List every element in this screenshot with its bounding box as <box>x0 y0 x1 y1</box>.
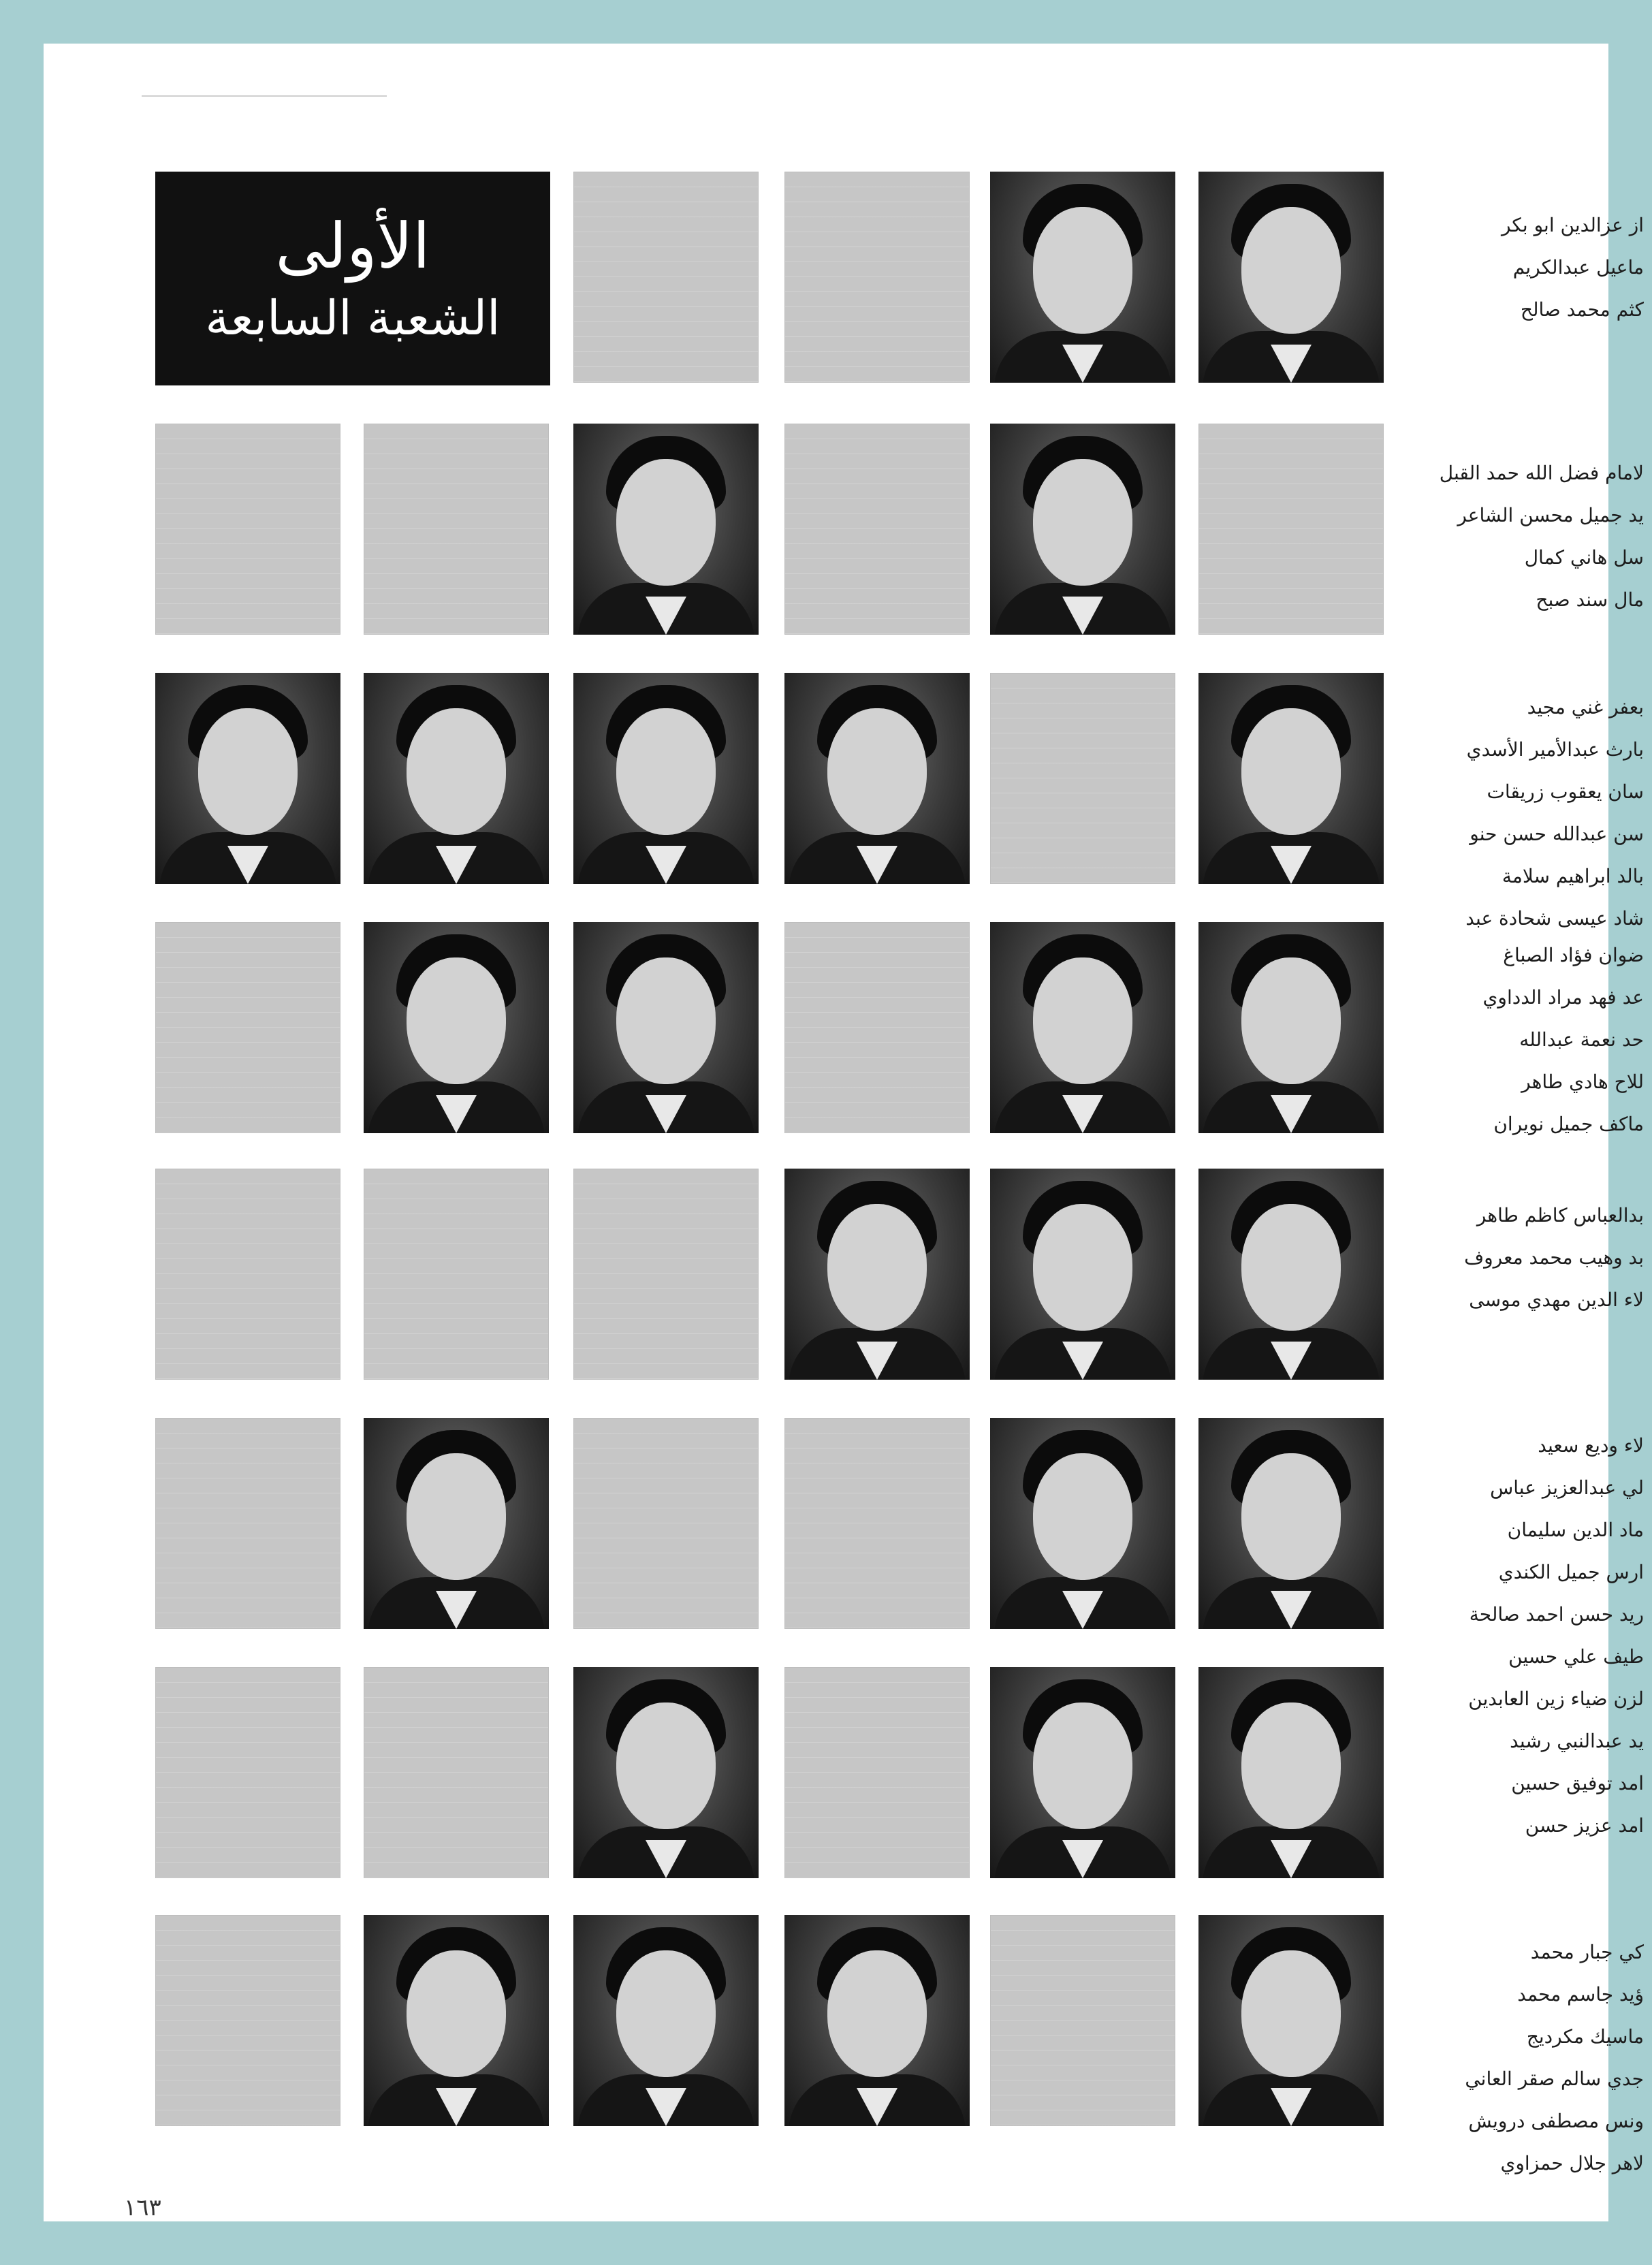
portrait-face <box>1033 207 1132 334</box>
portrait-face <box>827 1204 927 1331</box>
student-name: عد فهد مراد الدداوي <box>1482 986 1644 1009</box>
student-name: لي عبدالعزيز عباس <box>1490 1476 1644 1499</box>
student-name: ريد حسن احمد صالحة <box>1469 1603 1644 1626</box>
name-list <box>1433 204 1644 331</box>
portrait-placeholder <box>784 1418 970 1629</box>
portrait-photo <box>573 673 759 884</box>
portrait-placeholder <box>573 172 759 383</box>
portrait-face <box>827 1950 927 2077</box>
portrait-face <box>616 1702 716 1829</box>
portrait-face <box>1241 708 1341 835</box>
portrait-placeholder <box>784 922 970 1133</box>
portrait-face <box>407 957 506 1084</box>
portrait-placeholder <box>155 1667 340 1878</box>
portrait-placeholder <box>573 1169 759 1380</box>
student-name: لاهر جلال حمزاوي <box>1500 2152 1644 2174</box>
portrait-face <box>1033 1204 1132 1331</box>
portrait-photo <box>1198 673 1384 884</box>
student-name: بد وهيب محمد معروف <box>1464 1246 1644 1269</box>
student-name: يد جميل محسن الشاعر <box>1457 504 1644 526</box>
portrait-photo <box>1198 1418 1384 1629</box>
portrait-face <box>1241 207 1341 334</box>
portrait-face <box>407 1453 506 1580</box>
portrait-face <box>616 1950 716 2077</box>
student-name: كثم محمد صالح <box>1520 298 1644 321</box>
portrait-face <box>1241 1702 1341 1829</box>
portrait-photo <box>990 172 1175 383</box>
portrait-photo <box>364 673 549 884</box>
portrait-placeholder <box>155 1915 340 2126</box>
portrait-photo <box>990 1667 1175 1878</box>
student-name: لاء وديع سعيد <box>1538 1434 1644 1457</box>
portrait-placeholder <box>155 1169 340 1380</box>
name-list <box>1433 452 1644 621</box>
student-name: سل هاني كمال <box>1524 546 1644 569</box>
portrait-placeholder <box>784 424 970 635</box>
portrait-photo <box>573 1667 759 1878</box>
portrait-photo <box>1198 1667 1384 1878</box>
portrait-placeholder <box>784 172 970 383</box>
student-name: بعفر غني مجيد <box>1527 696 1644 718</box>
portrait-placeholder <box>364 424 549 635</box>
yearbook-page <box>44 44 1644 2221</box>
portrait-photo <box>155 673 340 884</box>
student-name: ارس جميل الكندي <box>1498 1561 1644 1583</box>
portrait-photo <box>364 1418 549 1629</box>
portrait-photo <box>1198 1915 1384 2126</box>
student-name: بدالعباس كاظم طاهر <box>1476 1204 1644 1226</box>
name-list <box>1433 1194 1644 1321</box>
portrait-face <box>1033 957 1132 1084</box>
student-name: سن عبدالله حسن حنو <box>1470 823 1644 845</box>
portrait-placeholder <box>784 1667 970 1878</box>
portrait-placeholder <box>364 1169 549 1380</box>
top-rule <box>142 95 387 97</box>
portrait-placeholder <box>990 673 1175 884</box>
student-name: مال سند صبح <box>1536 588 1644 611</box>
student-name: بارث عبدالأمير الأسدي <box>1466 738 1644 761</box>
student-name: از عزالدين ابو بكر <box>1501 214 1644 236</box>
portrait-face <box>198 708 298 835</box>
student-name: ماسيك مكرديج <box>1526 2025 1644 2048</box>
portrait-photo <box>573 424 759 635</box>
student-name: يد عبدالنبي رشيد <box>1510 1730 1644 1752</box>
portrait-face <box>1033 1702 1132 1829</box>
portrait-face <box>1241 1204 1341 1331</box>
portrait-face <box>616 459 716 586</box>
name-list <box>1433 1678 1644 1847</box>
portrait-face <box>1241 1453 1341 1580</box>
portrait-placeholder <box>1198 424 1384 635</box>
portrait-photo <box>990 1169 1175 1380</box>
portrait-face <box>407 708 506 835</box>
portrait-placeholder <box>573 1418 759 1629</box>
student-name: سان يعقوب زريقات <box>1487 780 1644 803</box>
portrait-placeholder <box>990 1915 1175 2126</box>
student-name: ماكف جميل نويران <box>1493 1113 1644 1135</box>
name-list <box>1433 1931 1644 2185</box>
page-number: ١٦٣ <box>124 2194 161 2221</box>
student-name: شاد عيسى شحادة عبد <box>1465 907 1644 930</box>
student-name: للاح هادي طاهر <box>1521 1071 1644 1093</box>
student-name: حد نعمة عبدالله <box>1519 1028 1644 1051</box>
portrait-photo <box>784 1169 970 1380</box>
student-name: ماد الدين سليمان <box>1507 1519 1644 1541</box>
student-name: طيف علي حسين <box>1508 1645 1644 1668</box>
portrait-face <box>407 1950 506 2077</box>
student-name: ؤيد جاسم محمد <box>1517 1983 1644 2006</box>
portrait-face <box>1241 957 1341 1084</box>
student-name: ضوان فؤاد الصباغ <box>1503 944 1644 966</box>
name-list <box>1433 686 1644 940</box>
student-name: لاء الدين مهدي موسى <box>1469 1288 1644 1311</box>
portrait-photo <box>364 1915 549 2126</box>
portrait-placeholder <box>364 1667 549 1878</box>
portrait-placeholder <box>155 922 340 1133</box>
name-list <box>1433 1425 1644 1678</box>
portrait-photo <box>784 1915 970 2126</box>
section-title-box <box>155 172 550 385</box>
title-line-2: الشعبة السابعة <box>205 289 501 346</box>
portrait-face <box>1033 459 1132 586</box>
portrait-photo <box>1198 172 1384 383</box>
portrait-photo <box>573 922 759 1133</box>
portrait-photo <box>364 922 549 1133</box>
student-name: ماعيل عبدالكريم <box>1512 256 1644 279</box>
portrait-photo <box>784 673 970 884</box>
student-name: ونس مصطفى درويش <box>1468 2110 1644 2132</box>
portrait-face <box>616 708 716 835</box>
portrait-placeholder <box>155 1418 340 1629</box>
portrait-photo <box>990 922 1175 1133</box>
portrait-face <box>616 957 716 1084</box>
portrait-placeholder <box>155 424 340 635</box>
portrait-photo <box>990 424 1175 635</box>
student-name: امد توفيق حسين <box>1511 1772 1644 1794</box>
portrait-photo <box>990 1418 1175 1629</box>
portrait-face <box>827 708 927 835</box>
portrait-photo <box>1198 1169 1384 1380</box>
student-name: لامام فضل الله حمد القبل <box>1439 462 1644 484</box>
student-name: بالد ابراهيم سلامة <box>1502 865 1644 887</box>
student-name: جدي سالم صقر العاني <box>1465 2068 1644 2090</box>
portrait-photo <box>573 1915 759 2126</box>
title-line-1: الأولى <box>275 210 430 283</box>
student-name: لزن ضياء زين العابدين <box>1468 1688 1644 1710</box>
portrait-face <box>1241 1950 1341 2077</box>
portrait-face <box>1033 1453 1132 1580</box>
student-name: امد عزيز حسن <box>1525 1814 1644 1837</box>
portrait-photo <box>1198 922 1384 1133</box>
name-list <box>1433 934 1644 1145</box>
student-name: كي جبار محمد <box>1530 1941 1644 1963</box>
